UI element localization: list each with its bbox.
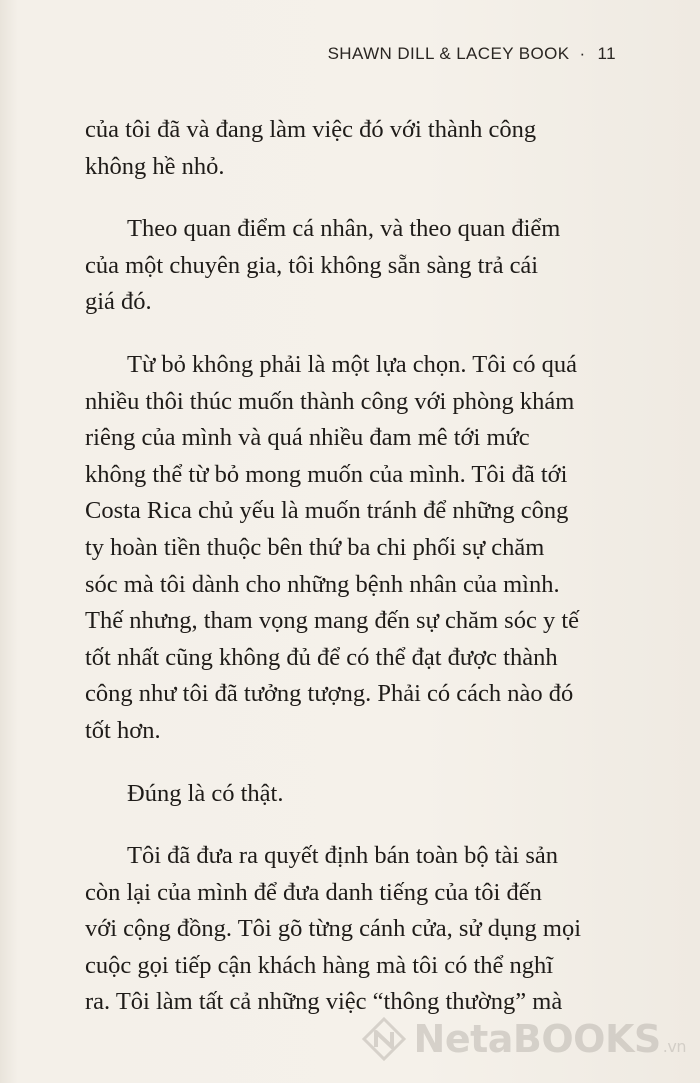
watermark-suffix: .vn [662,1037,686,1056]
n-logo-icon [362,1017,406,1061]
page-number: 11 [597,44,616,63]
paragraph [85,347,630,750]
text-line: giá đó. [85,288,152,316]
text-line: sóc mà tôi dành cho những bệnh nhân của mình. [85,570,560,598]
text-line: tốt hơn. [85,716,161,744]
text-line: ty hoàn tiền thuộc bên thứ ba chi phối sự chăm [85,533,545,561]
running-title: SHAWN DILL & LACEY BOOK [327,44,570,63]
watermark-brand [413,1017,686,1061]
text-line: không thể từ bỏ mong muốn của mình. Tôi đã tới [85,460,568,488]
text-line: tốt nhất cũng không đủ để có thể đạt được thành [85,643,558,671]
text-line: Tôi đã đưa ra quyết định bán toàn bộ tài sản [127,842,559,870]
text-line: công như tôi đã tưởng tượng. Phải có cách nào đó [85,680,574,708]
watermark-brand-name: NetaBOOKS [413,1017,661,1061]
text-line: còn lại của mình để đưa danh tiếng của tôi đến [85,878,542,906]
text-line: Theo quan điểm cá nhân, và theo quan điểm [127,215,561,243]
header-separator: · [579,44,586,63]
paragraph [85,838,630,1021]
page-body [85,112,630,1047]
text-line: cuộc gọi tiếp cận khách hàng mà tôi có thể nghĩ [85,951,554,979]
text-line: của tôi đã và đang làm việc đó với thành công [85,116,537,143]
paragraph [85,211,630,321]
text-line: Từ bỏ không phải là một lựa chọn. Tôi có quá [127,350,578,378]
text-line: không hề nhỏ. [85,152,225,180]
text-line: Costa Rica chủ yếu là muốn tránh để những công [85,497,569,525]
text-line: Thế nhưng, tham vọng mang đến sự chăm sóc y tế [85,607,579,635]
text-line: của một chuyên gia, tôi không sẵn sàng trả cái [85,251,539,279]
text-line: nhiều thôi thúc muốn thành công với phòng khám [85,387,575,415]
running-header [328,44,616,64]
text-line: ra. Tôi làm tất cả những việc “thông thường” mà [85,988,563,1016]
paragraph [85,776,630,813]
paragraph [85,112,630,185]
text-line: với cộng đồng. Tôi gõ từng cánh cửa, sử dụng mọi [85,915,582,943]
text-line: riêng của mình và quá nhiều đam mê tới mức [85,424,530,452]
text-line: Đúng là có thật. [127,779,284,807]
watermark [362,1017,686,1061]
